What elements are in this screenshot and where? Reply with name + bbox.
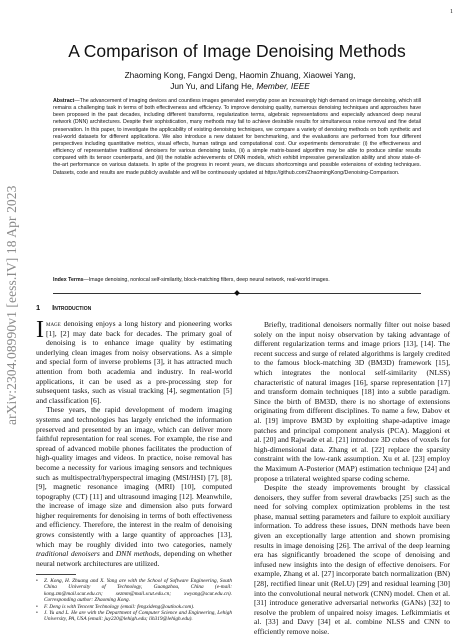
footnote-bullet: • bbox=[36, 610, 38, 617]
abstract bbox=[53, 98, 421, 177]
intro-paragraph-2 bbox=[36, 405, 232, 568]
intro-paragraph-2-text: These years, the rapid development of modern imaging systems and technologies has largely enriched the information preserved and presented by an image, which can deliver more faithful representation for real scenes. For example, the rise and spread of advanced mobile phones facilitates the production of high-quality images and videos. In practice, noise removal has become a necessity for various imaging sensors and techniques such as multispectral/hyperspectral imaging (MSI/HSI) [7], [8], [9], magnetic resonance imaging (MRI) [10], computed topography (CT) [11] and ultrasound imaging [12]. Meanwhile, the increase of image size and dimension also puts forward higher requirements for denoising in terms of both effectiveness and efficiency. Therefore, the interest in the realm of denoising grows consistently with a large quantity of approaches [13], which may be roughly divided into two categories, namely bbox=[36, 405, 232, 549]
section-title: Introduction bbox=[52, 303, 92, 312]
intro-paragraph-1-text: denoising enjoys a long history and pioneering works [1], [2] may date back for decades. The primary goal of denoising is to enhance image quality by estimating underlying clean images from noisy observations. As a simple and special form of inverse problems [3], it has attracted much attention from both academia and industry. In real-world applications, it can be used as a pre-processing step for subsequent tasks, such as visual tracking [4], segmentation [5] and classification [6]. bbox=[36, 319, 232, 405]
section-divider bbox=[53, 289, 421, 297]
intro-paragraph-2-end: , depending on whether neural network architectures are utilized. bbox=[36, 549, 232, 568]
abstract-text: —The advancement of imaging devices and countless images generated everyday pose an increasingly high demand on image denoising, which still remains a challenging task in terms of both effectiveness and efficiency. To improve denoising quality, numerous denoising techniques and approaches have been proposed in the past decades, including different transforms, regularization terms, algebraic representations and especially advanced deep neural network (DNN) architectures. Despite their sophistication, many methods may fail to achieve desirable results for simultaneous noise removal and fine detail preservation. In this paper, to investigate the applicability of existing denoising techniques, we compare a variety of denoising methods on both synthetic and real-world datasets for different applications. We also introduce a new dataset for benchmarking, and the evaluations are performed from four different perspectives including quantitative metrics, visual effects, human ratings and computational cost. Our experiments demonstrate: (i) the effectiveness and efficiency of representative traditional denoisers for various denoising tasks, (ii) a simple matrix-based algorithm may be able to produce similar results compared with its tensor counterparts, and (iii) the notable achievements of DNN models, which exhibit impressive generalization ability and show state-of-the-art performance on various datasets. In spite of the progress in recent years, we discuss shortcomings and possible extensions of existing techniques. Datasets, code and results are made publicly available and will be continuously updated at https://github.com/ZhaomingKong/Denoising-Comparison. bbox=[53, 98, 421, 176]
authors-line-1: Zhaoming Kong, Fangxi Deng, Haomin Zhuang, Xiaowei Yang, bbox=[124, 70, 356, 80]
footnote-item bbox=[36, 610, 232, 623]
footnote-item bbox=[36, 578, 232, 604]
arxiv-identifier[interactable]: arXiv:2304.08990v1 [eess.IV] 18 Apr 2023 bbox=[4, 185, 19, 425]
index-terms bbox=[53, 277, 421, 284]
footnote-rule bbox=[36, 574, 76, 575]
emphasis-dnn: DNN methods bbox=[115, 549, 160, 559]
abstract-label: Abstract bbox=[53, 98, 75, 104]
footnotes bbox=[36, 578, 232, 623]
right-column bbox=[254, 320, 450, 637]
intro-first-word: mage bbox=[46, 319, 61, 328]
diamond-icon bbox=[234, 290, 240, 296]
footnote-text: F. Deng is with Tencent Technology (email: fengxideng@outlook.com). bbox=[44, 603, 195, 610]
index-terms-label: Index Terms bbox=[53, 277, 84, 283]
left-column bbox=[36, 303, 232, 623]
footnote-text: Z. Kong, H. Zhuang and X. Yang are with the School of Software Engineering, South China University of Technology, Guangzhou, China (e-mail: kong.zm@mail.scut.edu.cn; sezmm@mail.scut.edu.cn; xwyang@scut.edu.cn). Corresponding author: Zhaoming Kong. bbox=[44, 578, 232, 604]
authors-line-2: Jun Yu, and Lifang He, bbox=[170, 81, 254, 91]
page-number: 1 bbox=[450, 9, 453, 15]
footnote-bullet: • bbox=[36, 603, 38, 610]
body-paragraph-3: Briefly, traditional denoisers normally filter out noise based solely on the input noisy observation by taking advantage of different regularization terms and image priors [13], [14]. The recent success and surge of related algorithms is largely credited to the famous block-matching 3D (BM3D) framework [15], which integrates the nonlocal self-similarity (NLSS) characteristic of natural images [16], sparse representation [17] and transform domain techniques [18] into a subtle paradigm. Since the birth of BM3D, there is no shortage of extensions originating from different disciplines. To name a few, Dabov et al. [19] improve BM3D by exploiting shape-adaptive image patches and principal component analysis (PCA). Maggioni et al. [20] and Rajwade et al. [21] introduce 3D cubes of voxels for high-dimensional data. Zhang et al. [22] replace the sparsity constraint with the low-rank assumption. Xu et al. [23] employ the Maximum A-Posterior (MAP) estimation technique [24] and propose a trilateral weighted sparse coding scheme. bbox=[254, 320, 450, 483]
intro-paragraph-1 bbox=[36, 319, 232, 405]
index-terms-text: —Image denoising, nonlocal self-similarity, block-matching filters, deep neural network, real-world images. bbox=[83, 277, 330, 283]
footnote-text: J. Yu and L. He are with the Department of Computer Science and Engineering, Lehigh University, PA, USA (email: juy220@lehigh.edu; lih319@lehigh.edu). bbox=[44, 610, 232, 623]
section-heading bbox=[36, 303, 232, 313]
section-number: 1 bbox=[36, 303, 41, 312]
drop-cap: I bbox=[36, 317, 44, 343]
body-paragraph-4: Despite the steady improvements brought by classical denoisers, they suffer from several drawbacks [25] such as the need for solving complex optimization problems in the test phase, manual setting parameters and failure to exploit auxiliary information. To address these issues, DNN methods have been given an exceptionally large attention and shown promising results in image denoising [26]. The arrival of the deep learning era has significantly broadened the scope of denoising and infused new insights into the design of effective denoisers. For example, Zhang et al. [27] incorporate batch normalization (BN) [28], rectified linear unit (ReLU) [29] and residual learning [30] into the convolutional neural network (CNN) model. Chen et al. [31] introduce generative adversarial networks (GANs) [32] to resolve the problem of unpaired noisy images. Lefkimmiatis et al. [33] and Davy [34] et al. combine NLSS and CNN to efficiently remove noise. bbox=[254, 483, 450, 636]
footnote-bullet: • bbox=[36, 578, 38, 585]
emphasis-traditional: traditional denoisers bbox=[36, 549, 100, 559]
authors-member-title: Member, IEEE bbox=[256, 81, 310, 91]
author-list bbox=[40, 70, 440, 92]
paper-title: A Comparison of Image Denoising Methods bbox=[68, 41, 406, 61]
intro-paragraph-2-and: and bbox=[99, 549, 116, 559]
